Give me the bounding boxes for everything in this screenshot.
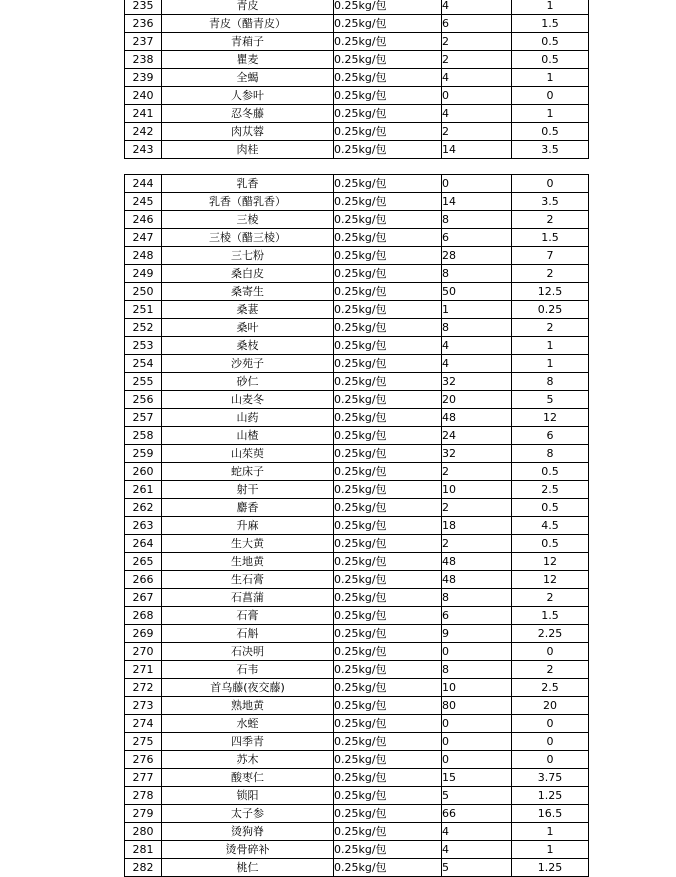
item-number-cell: 272 [125,679,162,697]
package-spec-cell: 0.25kg/包 [334,715,442,733]
item-number-cell: 248 [125,247,162,265]
item-number-cell: 266 [125,571,162,589]
herb-table-bottom [124,174,589,877]
herb-name-cell: 桑葚 [162,301,334,319]
item-number-cell: 245 [125,193,162,211]
weight-kg-cell: 1 [512,355,589,373]
package-count-cell: 1 [442,301,512,319]
item-number-cell: 273 [125,697,162,715]
package-count-cell: 0 [442,643,512,661]
item-number-cell: 269 [125,625,162,643]
package-count-cell: 10 [442,679,512,697]
package-count-cell: 0 [442,175,512,193]
herb-name-cell: 酸枣仁 [162,769,334,787]
herb-name-cell: 石菖蒲 [162,589,334,607]
weight-kg-cell: 0 [512,751,589,769]
item-number-cell: 282 [125,859,162,877]
weight-kg-cell: 2 [512,661,589,679]
package-count-cell: 2 [442,535,512,553]
item-number-cell: 241 [125,105,162,123]
table-row [125,625,589,643]
weight-kg-cell: 16.5 [512,805,589,823]
weight-kg-cell: 3.5 [512,141,589,159]
table-row [125,69,589,87]
package-count-cell: 8 [442,211,512,229]
item-number-cell: 253 [125,337,162,355]
package-count-cell: 48 [442,409,512,427]
weight-kg-cell: 6 [512,427,589,445]
package-spec-cell: 0.25kg/包 [334,337,442,355]
herb-name-cell: 锁阳 [162,787,334,805]
package-count-cell: 48 [442,571,512,589]
herb-name-cell: 青皮 [162,0,334,15]
table-row [125,319,589,337]
weight-kg-cell: 2.25 [512,625,589,643]
herb-name-cell: 射干 [162,481,334,499]
package-spec-cell: 0.25kg/包 [334,211,442,229]
herb-name-cell: 砂仁 [162,373,334,391]
table-row [125,193,589,211]
herb-name-cell: 桑白皮 [162,265,334,283]
weight-kg-cell: 7 [512,247,589,265]
table-row [125,33,589,51]
package-count-cell: 2 [442,123,512,141]
package-spec-cell: 0.25kg/包 [334,535,442,553]
weight-kg-cell: 0 [512,87,589,105]
package-count-cell: 5 [442,859,512,877]
item-number-cell: 252 [125,319,162,337]
package-spec-cell: 0.25kg/包 [334,553,442,571]
item-number-cell: 238 [125,51,162,69]
package-count-cell: 9 [442,625,512,643]
package-count-cell: 6 [442,15,512,33]
weight-kg-cell: 0.5 [512,123,589,141]
weight-kg-cell: 1 [512,841,589,859]
weight-kg-cell: 3.75 [512,769,589,787]
table-row [125,697,589,715]
herb-name-cell: 烫狗脊 [162,823,334,841]
table-row [125,247,589,265]
table-row [125,517,589,535]
package-count-cell: 0 [442,733,512,751]
item-number-cell: 255 [125,373,162,391]
package-count-cell: 14 [442,141,512,159]
herb-name-cell: 沙苑子 [162,355,334,373]
package-count-cell: 6 [442,229,512,247]
package-spec-cell: 0.25kg/包 [334,679,442,697]
package-count-cell: 0 [442,87,512,105]
package-spec-cell: 0.25kg/包 [334,427,442,445]
package-spec-cell: 0.25kg/包 [334,463,442,481]
herb-name-cell: 水蛭 [162,715,334,733]
herb-name-cell: 乳香 [162,175,334,193]
weight-kg-cell: 0.25 [512,301,589,319]
item-number-cell: 268 [125,607,162,625]
weight-kg-cell: 12.5 [512,283,589,301]
package-spec-cell: 0.25kg/包 [334,0,442,15]
item-number-cell: 280 [125,823,162,841]
herb-name-cell: 生地黄 [162,553,334,571]
package-count-cell: 8 [442,661,512,679]
table-row [125,805,589,823]
item-number-cell: 242 [125,123,162,141]
package-spec-cell: 0.25kg/包 [334,625,442,643]
package-spec-cell: 0.25kg/包 [334,87,442,105]
table-row [125,733,589,751]
table-row [125,355,589,373]
package-count-cell: 24 [442,427,512,445]
weight-kg-cell: 12 [512,409,589,427]
weight-kg-cell: 2 [512,265,589,283]
herb-name-cell: 青葙子 [162,33,334,51]
item-number-cell: 278 [125,787,162,805]
package-spec-cell: 0.25kg/包 [334,769,442,787]
package-spec-cell: 0.25kg/包 [334,733,442,751]
table-row [125,175,589,193]
package-spec-cell: 0.25kg/包 [334,193,442,211]
package-spec-cell: 0.25kg/包 [334,751,442,769]
table-row [125,751,589,769]
weight-kg-cell: 2 [512,319,589,337]
table-row [125,481,589,499]
package-spec-cell: 0.25kg/包 [334,175,442,193]
herb-name-cell: 三棱（醋三棱） [162,229,334,247]
package-count-cell: 15 [442,769,512,787]
package-count-cell: 8 [442,319,512,337]
item-number-cell: 265 [125,553,162,571]
package-count-cell: 2 [442,463,512,481]
item-number-cell: 279 [125,805,162,823]
weight-kg-cell: 20 [512,697,589,715]
item-number-cell: 259 [125,445,162,463]
herb-name-cell: 山麦冬 [162,391,334,409]
package-spec-cell: 0.25kg/包 [334,607,442,625]
package-count-cell: 4 [442,69,512,87]
table-row [125,51,589,69]
item-number-cell: 267 [125,589,162,607]
package-spec-cell: 0.25kg/包 [334,283,442,301]
table-row [125,211,589,229]
weight-kg-cell: 4.5 [512,517,589,535]
table-row [125,123,589,141]
package-spec-cell: 0.25kg/包 [334,265,442,283]
table-row [125,841,589,859]
weight-kg-cell: 2.5 [512,481,589,499]
package-spec-cell: 0.25kg/包 [334,69,442,87]
item-number-cell: 243 [125,141,162,159]
table-row [125,0,589,15]
table-row [125,463,589,481]
package-spec-cell: 0.25kg/包 [334,805,442,823]
table-row [125,87,589,105]
weight-kg-cell: 1.25 [512,787,589,805]
herb-table-top-body [125,0,589,159]
weight-kg-cell: 1 [512,823,589,841]
herb-name-cell: 蛇床子 [162,463,334,481]
table-row [125,265,589,283]
package-count-cell: 0 [442,715,512,733]
weight-kg-cell: 0 [512,175,589,193]
table-row [125,769,589,787]
table-row [125,715,589,733]
table-row [125,661,589,679]
item-number-cell: 244 [125,175,162,193]
package-spec-cell: 0.25kg/包 [334,51,442,69]
weight-kg-cell: 0 [512,733,589,751]
package-spec-cell: 0.25kg/包 [334,445,442,463]
herb-name-cell: 烫骨碎补 [162,841,334,859]
package-count-cell: 8 [442,265,512,283]
package-count-cell: 8 [442,589,512,607]
herb-table-bottom-body [125,175,589,877]
herb-name-cell: 山楂 [162,427,334,445]
item-number-cell: 261 [125,481,162,499]
table-row [125,571,589,589]
table-row [125,15,589,33]
package-spec-cell: 0.25kg/包 [334,589,442,607]
package-count-cell: 2 [442,33,512,51]
package-spec-cell: 0.25kg/包 [334,229,442,247]
package-spec-cell: 0.25kg/包 [334,409,442,427]
weight-kg-cell: 5 [512,391,589,409]
herb-name-cell: 苏木 [162,751,334,769]
item-number-cell: 256 [125,391,162,409]
item-number-cell: 254 [125,355,162,373]
table-row [125,409,589,427]
weight-kg-cell: 0.5 [512,499,589,517]
package-count-cell: 4 [442,0,512,15]
herb-name-cell: 桑枝 [162,337,334,355]
weight-kg-cell: 1 [512,69,589,87]
package-count-cell: 4 [442,841,512,859]
package-spec-cell: 0.25kg/包 [334,355,442,373]
item-number-cell: 275 [125,733,162,751]
package-spec-cell: 0.25kg/包 [334,391,442,409]
table-row [125,283,589,301]
package-count-cell: 50 [442,283,512,301]
package-spec-cell: 0.25kg/包 [334,481,442,499]
package-count-cell: 0 [442,751,512,769]
package-count-cell: 4 [442,337,512,355]
item-number-cell: 281 [125,841,162,859]
package-count-cell: 6 [442,607,512,625]
herb-name-cell: 三棱 [162,211,334,229]
weight-kg-cell: 0.5 [512,33,589,51]
weight-kg-cell: 1.5 [512,607,589,625]
herb-name-cell: 桑叶 [162,319,334,337]
item-number-cell: 251 [125,301,162,319]
herb-name-cell: 三七粉 [162,247,334,265]
herb-name-cell: 石斛 [162,625,334,643]
package-spec-cell: 0.25kg/包 [334,33,442,51]
weight-kg-cell: 8 [512,373,589,391]
weight-kg-cell: 12 [512,571,589,589]
weight-kg-cell: 2.5 [512,679,589,697]
table-row [125,427,589,445]
item-number-cell: 264 [125,535,162,553]
weight-kg-cell: 0.5 [512,535,589,553]
package-spec-cell: 0.25kg/包 [334,643,442,661]
item-number-cell: 239 [125,69,162,87]
package-count-cell: 32 [442,373,512,391]
weight-kg-cell: 0 [512,715,589,733]
item-number-cell: 270 [125,643,162,661]
item-number-cell: 260 [125,463,162,481]
table-row [125,499,589,517]
item-number-cell: 271 [125,661,162,679]
item-number-cell: 274 [125,715,162,733]
item-number-cell: 258 [125,427,162,445]
table-row [125,589,589,607]
package-spec-cell: 0.25kg/包 [334,859,442,877]
herb-name-cell: 石决明 [162,643,334,661]
herb-name-cell: 升麻 [162,517,334,535]
package-count-cell: 66 [442,805,512,823]
table-row [125,679,589,697]
package-count-cell: 80 [442,697,512,715]
herb-name-cell: 石韦 [162,661,334,679]
weight-kg-cell: 1 [512,105,589,123]
item-number-cell: 240 [125,87,162,105]
herb-name-cell: 忍冬藤 [162,105,334,123]
package-spec-cell: 0.25kg/包 [334,247,442,265]
item-number-cell: 246 [125,211,162,229]
item-number-cell: 236 [125,15,162,33]
item-number-cell: 250 [125,283,162,301]
table-row [125,373,589,391]
package-count-cell: 14 [442,193,512,211]
table-row [125,229,589,247]
herb-name-cell: 麝香 [162,499,334,517]
package-count-cell: 4 [442,355,512,373]
package-count-cell: 48 [442,553,512,571]
package-count-cell: 5 [442,787,512,805]
weight-kg-cell: 3.5 [512,193,589,211]
herb-name-cell: 熟地黄 [162,697,334,715]
weight-kg-cell: 2 [512,589,589,607]
weight-kg-cell: 0 [512,643,589,661]
table-row [125,607,589,625]
herb-name-cell: 山药 [162,409,334,427]
herb-name-cell: 首乌藤(夜交藤) [162,679,334,697]
package-spec-cell: 0.25kg/包 [334,499,442,517]
herb-name-cell: 桃仁 [162,859,334,877]
herb-name-cell: 青皮（醋青皮） [162,15,334,33]
package-count-cell: 2 [442,499,512,517]
herb-name-cell: 太子参 [162,805,334,823]
package-spec-cell: 0.25kg/包 [334,105,442,123]
table-row [125,141,589,159]
package-spec-cell: 0.25kg/包 [334,141,442,159]
herb-name-cell: 生大黄 [162,535,334,553]
package-spec-cell: 0.25kg/包 [334,15,442,33]
table-row [125,301,589,319]
table-row [125,787,589,805]
herb-name-cell: 山茱萸 [162,445,334,463]
package-spec-cell: 0.25kg/包 [334,301,442,319]
package-count-cell: 4 [442,105,512,123]
herb-name-cell: 生石膏 [162,571,334,589]
item-number-cell: 257 [125,409,162,427]
herb-name-cell: 乳香（醋乳香） [162,193,334,211]
package-spec-cell: 0.25kg/包 [334,373,442,391]
item-number-cell: 263 [125,517,162,535]
package-count-cell: 18 [442,517,512,535]
weight-kg-cell: 0.5 [512,51,589,69]
item-number-cell: 262 [125,499,162,517]
table-row [125,535,589,553]
package-spec-cell: 0.25kg/包 [334,823,442,841]
herb-name-cell: 肉桂 [162,141,334,159]
item-number-cell: 276 [125,751,162,769]
herb-name-cell: 四季青 [162,733,334,751]
table-row [125,823,589,841]
herb-name-cell: 桑寄生 [162,283,334,301]
herb-name-cell: 石膏 [162,607,334,625]
herb-name-cell: 人参叶 [162,87,334,105]
item-number-cell: 235 [125,0,162,15]
item-number-cell: 247 [125,229,162,247]
weight-kg-cell: 1 [512,337,589,355]
weight-kg-cell: 1.25 [512,859,589,877]
package-spec-cell: 0.25kg/包 [334,571,442,589]
table-row [125,859,589,877]
package-spec-cell: 0.25kg/包 [334,517,442,535]
table-row [125,445,589,463]
table-row [125,391,589,409]
weight-kg-cell: 8 [512,445,589,463]
package-count-cell: 4 [442,823,512,841]
herb-name-cell: 肉苁蓉 [162,123,334,141]
weight-kg-cell: 2 [512,211,589,229]
package-spec-cell: 0.25kg/包 [334,319,442,337]
package-spec-cell: 0.25kg/包 [334,841,442,859]
weight-kg-cell: 0.5 [512,463,589,481]
weight-kg-cell: 12 [512,553,589,571]
table-row [125,105,589,123]
herb-table-top [124,0,589,159]
table-row [125,553,589,571]
table-row [125,337,589,355]
package-count-cell: 10 [442,481,512,499]
package-count-cell: 28 [442,247,512,265]
herb-name-cell: 瞿麦 [162,51,334,69]
package-spec-cell: 0.25kg/包 [334,661,442,679]
package-count-cell: 2 [442,51,512,69]
package-count-cell: 20 [442,391,512,409]
table-row [125,643,589,661]
herb-name-cell: 全蝎 [162,69,334,87]
item-number-cell: 237 [125,33,162,51]
weight-kg-cell: 1.5 [512,15,589,33]
weight-kg-cell: 1 [512,0,589,15]
item-number-cell: 277 [125,769,162,787]
package-spec-cell: 0.25kg/包 [334,787,442,805]
item-number-cell: 249 [125,265,162,283]
package-spec-cell: 0.25kg/包 [334,123,442,141]
weight-kg-cell: 1.5 [512,229,589,247]
package-spec-cell: 0.25kg/包 [334,697,442,715]
package-count-cell: 32 [442,445,512,463]
